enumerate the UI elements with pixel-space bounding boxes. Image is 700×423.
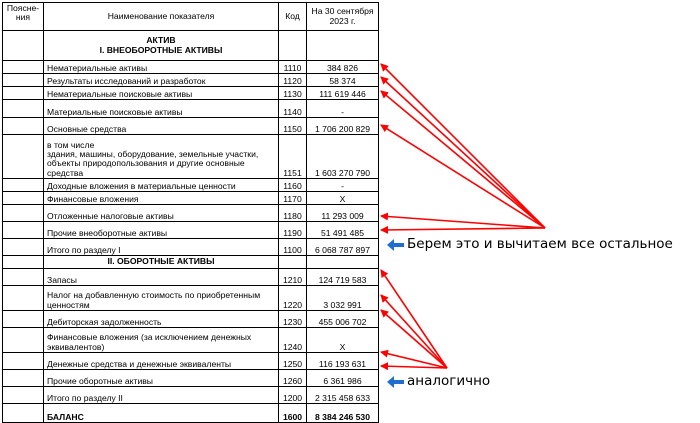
value-cell: 51 491 485	[307, 222, 379, 239]
explanation-cell	[3, 328, 44, 353]
explanation-cell	[3, 239, 44, 256]
indicator-name-cell: Основные средства	[44, 118, 279, 135]
code-cell: 1600	[279, 404, 307, 423]
blue-arrow-section2	[387, 375, 405, 394]
indicator-name-cell: Доходные вложения в материальные ценности	[44, 179, 279, 192]
explanation-cell	[3, 269, 44, 286]
code-cell: 1210	[279, 269, 307, 286]
explanation-cell	[3, 205, 44, 222]
indicator-name-cell: Финансовые вложения (за исключением денежных эквивалентов)	[44, 328, 279, 353]
code-cell: 1150	[279, 118, 307, 135]
explanation-cell	[3, 135, 44, 179]
explanation-cell	[3, 31, 44, 61]
code-cell: 1151	[279, 135, 307, 179]
table-row	[3, 286, 379, 311]
section-header-row	[3, 31, 379, 61]
red-arrow-section2	[381, 310, 447, 368]
value-cell	[307, 256, 379, 269]
red-arrow-section2	[381, 366, 447, 368]
value-cell: 116 193 631	[307, 353, 379, 370]
red-arrow-section1	[381, 91, 545, 228]
note-section2: аналогично	[407, 373, 491, 389]
value-cell: 1 706 200 829	[307, 118, 379, 135]
indicator-name-cell: Нематериальные активы	[44, 61, 279, 74]
table-row	[3, 404, 379, 423]
table-row	[3, 222, 379, 239]
code-cell: 1240	[279, 328, 307, 353]
value-cell: 384 826	[307, 61, 379, 74]
value-cell: 11 293 009	[307, 205, 379, 222]
explanation-cell	[3, 404, 44, 423]
value-cell: 124 719 583	[307, 269, 379, 286]
table-row	[3, 118, 379, 135]
indicator-name-cell: II. ОБОРОТНЫЕ АКТИВЫ	[44, 256, 279, 269]
header-indicator-name: Наименование показателя	[44, 3, 279, 31]
blue-arrow-section1	[387, 238, 405, 257]
code-cell	[279, 256, 307, 269]
red-arrow-section1	[381, 77, 545, 228]
red-arrow-section2	[381, 270, 447, 368]
table-row	[3, 205, 379, 222]
code-cell: 1180	[279, 205, 307, 222]
code-cell: 1260	[279, 370, 307, 387]
balance-sheet-table	[2, 2, 379, 423]
explanation-cell	[3, 256, 44, 269]
indicator-name-cell: Финансовые вложения	[44, 192, 279, 205]
table-row	[3, 192, 379, 205]
explanation-cell	[3, 74, 44, 87]
section-header-row	[3, 256, 379, 269]
red-arrow-section2	[381, 295, 447, 368]
indicator-name-cell: Отложенные налоговые активы	[44, 205, 279, 222]
indicator-name-cell: Денежные средства и денежные эквиваленты	[44, 353, 279, 370]
indicator-name-cell: Налог на добавленную стоимость по приобретенным ценностям	[44, 286, 279, 311]
code-cell: 1130	[279, 87, 307, 100]
table-row	[3, 74, 379, 87]
table-row	[3, 135, 379, 179]
red-arrow-section2	[381, 352, 447, 368]
note-section1: Берем это и вычитаем все остальное	[407, 236, 673, 252]
table-row	[3, 179, 379, 192]
value-cell	[307, 31, 379, 61]
code-cell: 1100	[279, 239, 307, 256]
value-cell: X	[307, 192, 379, 205]
indicator-name-cell: Запасы	[44, 269, 279, 286]
value-cell: 111 619 446	[307, 87, 379, 100]
table-row	[3, 311, 379, 328]
header-code: Код	[279, 3, 307, 31]
code-cell: 1160	[279, 179, 307, 192]
indicator-name-cell: Нематериальные поисковые активы	[44, 87, 279, 100]
explanation-cell	[3, 370, 44, 387]
code-cell: 1250	[279, 353, 307, 370]
table-row	[3, 239, 379, 256]
value-cell: X	[307, 328, 379, 353]
value-cell: 6 361 986	[307, 370, 379, 387]
header-date: На 30 сентября 2023 г.	[307, 3, 379, 31]
code-cell: 1190	[279, 222, 307, 239]
red-arrow-section1	[381, 64, 545, 228]
explanation-cell	[3, 222, 44, 239]
table-row	[3, 100, 379, 118]
red-arrow-section1	[381, 228, 545, 230]
explanation-cell	[3, 387, 44, 404]
explanation-cell	[3, 311, 44, 328]
explanation-cell	[3, 179, 44, 192]
code-cell: 1140	[279, 100, 307, 118]
value-cell: -	[307, 179, 379, 192]
red-arrow-section1	[381, 125, 545, 228]
indicator-name-cell: Дебиторская задолженность	[44, 311, 279, 328]
explanation-cell	[3, 61, 44, 74]
code-cell: 1120	[279, 74, 307, 87]
indicator-name-cell: Прочие внеоборотные активы	[44, 222, 279, 239]
explanation-cell	[3, 118, 44, 135]
table-row	[3, 387, 379, 404]
table-row	[3, 370, 379, 387]
indicator-name-cell: Прочие оборотные активы	[44, 370, 279, 387]
value-cell: 58 374	[307, 74, 379, 87]
table-row	[3, 269, 379, 286]
header-explanations: Поясне- ния	[3, 3, 44, 31]
value-cell: 455 006 702	[307, 311, 379, 328]
table-body	[3, 31, 379, 423]
explanation-cell	[3, 100, 44, 118]
code-cell	[279, 31, 307, 61]
value-cell: -	[307, 100, 379, 118]
code-cell: 1110	[279, 61, 307, 74]
explanation-cell	[3, 192, 44, 205]
indicator-name-cell: АКТИВ I. ВНЕОБОРОТНЫЕ АКТИВЫ	[44, 31, 279, 61]
code-cell: 1170	[279, 192, 307, 205]
indicator-name-cell: Итого по разделу II	[44, 387, 279, 404]
table-row	[3, 353, 379, 370]
explanation-cell	[3, 353, 44, 370]
code-cell: 1230	[279, 311, 307, 328]
code-cell: 1220	[279, 286, 307, 311]
header-row	[3, 3, 379, 31]
explanation-cell	[3, 87, 44, 100]
table-row	[3, 61, 379, 74]
table-row	[3, 87, 379, 100]
value-cell: 1 603 270 790	[307, 135, 379, 179]
code-cell: 1200	[279, 387, 307, 404]
value-cell: 3 032 991	[307, 286, 379, 311]
value-cell: 2 315 458 633	[307, 387, 379, 404]
indicator-name-cell: Итого по разделу I	[44, 239, 279, 256]
indicator-name-cell: БАЛАНС	[44, 404, 279, 423]
indicator-name-cell: Результаты исследований и разработок	[44, 74, 279, 87]
indicator-name-cell: Материальные поисковые активы	[44, 100, 279, 118]
explanation-cell	[3, 286, 44, 311]
table-row	[3, 328, 379, 353]
indicator-name-cell: в том числе здания, машины, оборудование, земельные участки, объекты природопользования и другие основные средства	[44, 135, 279, 179]
red-arrow-section1	[381, 216, 545, 228]
value-cell: 8 384 246 530	[307, 404, 379, 423]
value-cell: 6 068 787 897	[307, 239, 379, 256]
